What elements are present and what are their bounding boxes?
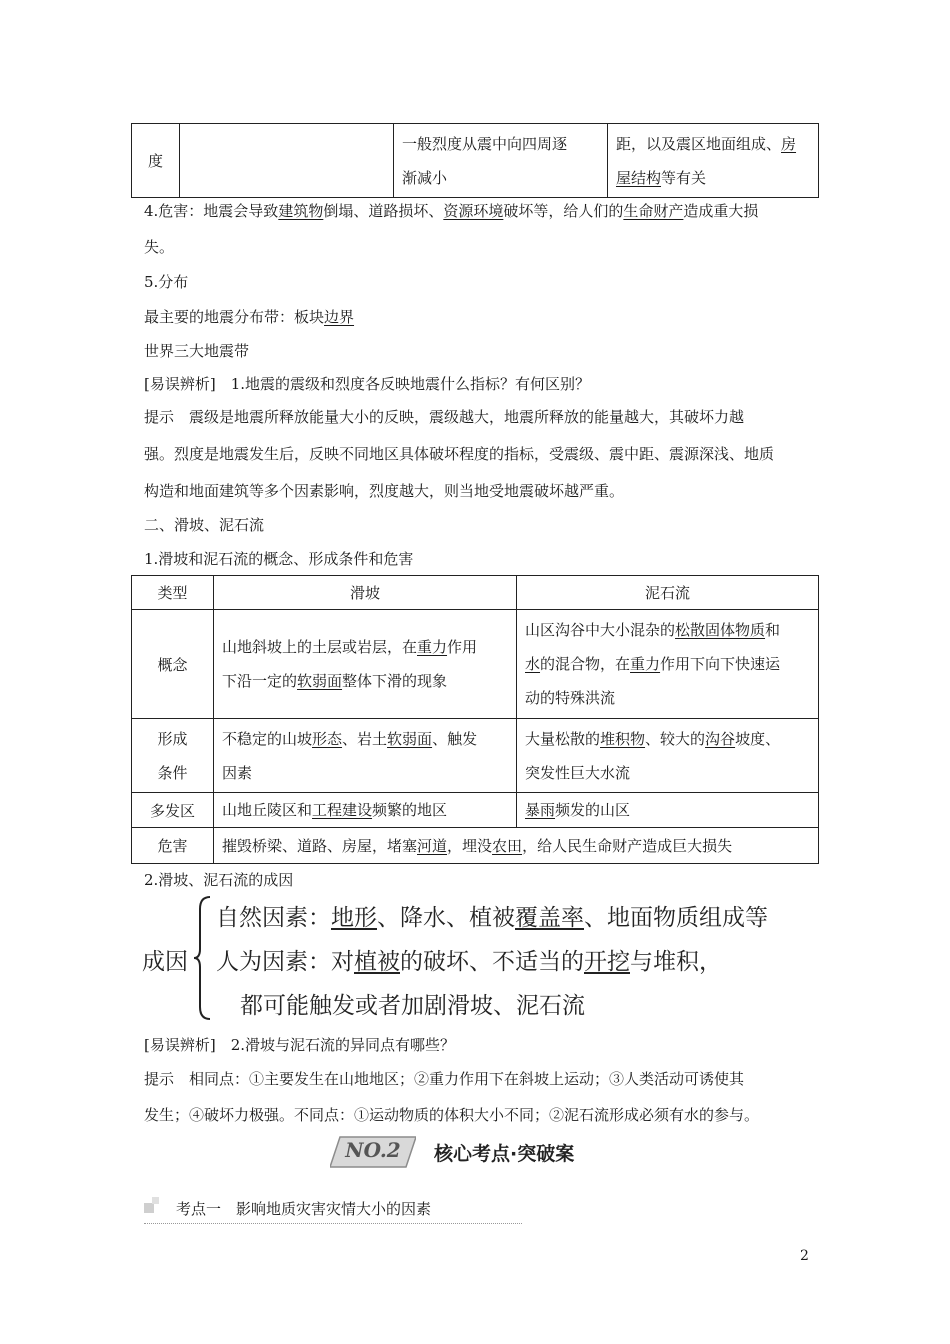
harm-line-2: 失。 bbox=[144, 238, 175, 256]
table-cell-trend: 一般烈度从震中向四周逐 渐减小 bbox=[394, 124, 608, 198]
conditions-landslide: 不稳定的山坡形态、岩土软弱面、触发 因素 bbox=[214, 719, 517, 793]
harm-line-1: 4.危害：地震会导致建筑物倒塌、道路损坏、资源环境破坏等，给人们的生命财产造成重大损 bbox=[144, 202, 759, 220]
distribution-line-2: 世界三大地震带 bbox=[144, 342, 250, 360]
area-landslide: 山地丘陵区和工程建设频繁的地区 bbox=[214, 793, 517, 828]
table-header-debris: 泥石流 bbox=[517, 576, 819, 610]
concept-landslide: 山地斜坡上的土层或岩层，在重力作用 下沿一定的软弱面整体下滑的现象 bbox=[214, 610, 517, 719]
banner-badge-text: NO.2 bbox=[345, 1138, 401, 1162]
causes-label: 成因 bbox=[142, 949, 188, 975]
table-cell-label: 度 bbox=[132, 124, 180, 198]
natural-factors: 自然因素：地形、降水、植被覆盖率、地面物质组成等 bbox=[216, 905, 768, 931]
section2-title: 二、滑坡、泥石流 bbox=[144, 516, 265, 534]
area-debris: 暴雨频发的山区 bbox=[517, 793, 819, 828]
square-icon-small bbox=[152, 1197, 159, 1204]
causes-title: 2.滑坡、泥石流的成因 bbox=[144, 871, 294, 889]
faq2-question: [易误辨析] 2.滑坡与泥石流的异同点有哪些？ bbox=[144, 1036, 456, 1054]
table-header-landslide: 滑坡 bbox=[214, 576, 517, 610]
intensity-table-fragment bbox=[131, 123, 819, 198]
distribution-line-1: 最主要的地震分布带：板块边界 bbox=[144, 308, 355, 326]
human-factors-line-2: 都可能触发或者加剧滑坡、泥石流 bbox=[240, 993, 585, 1019]
row-label-area: 多发区 bbox=[132, 793, 214, 828]
row-label-concept: 概念 bbox=[132, 610, 214, 719]
table-cell-factors: 距，以及震区地面组成、房 屋结构等有关 bbox=[608, 124, 819, 198]
harm-both: 摧毁桥梁、道路、房屋，堵塞河道，埋没农田，给人民生命财产造成巨大损失 bbox=[214, 828, 819, 864]
table-header-type: 类型 bbox=[132, 576, 214, 610]
square-icon bbox=[144, 1203, 154, 1213]
faq1-answer-1: 提示 震级是地震所释放能量大小的反映，震级越大，地震所释放的能量越大，其破坏力越 bbox=[144, 408, 745, 426]
row-label-conditions: 形成 条件 bbox=[132, 719, 214, 793]
section2-subtitle: 1.滑坡和泥石流的概念、形成条件和危害 bbox=[144, 550, 414, 568]
faq1-answer-2: 强。烈度是地震发生后，反映不同地区具体破坏程度的指标，受震级、震中距、震源深浅、地质 bbox=[144, 445, 775, 463]
concept-debris: 山区沟谷中大小混杂的松散固体物质和 水的混合物，在重力作用下向下快速运 动的特殊洪流 bbox=[517, 610, 819, 719]
faq1-answer-3: 构造和地面建筑等多个因素影响，烈度越大，则当地受地震破坏越严重。 bbox=[144, 482, 625, 500]
row-label-harm: 危害 bbox=[132, 828, 214, 864]
distribution-title: 5.分布 bbox=[144, 273, 189, 291]
faq2-answer-2: 发生；④破坏力极强。不同点：①运动物质的体积大小不同；②泥石流形成必须有水的参与。 bbox=[144, 1106, 760, 1124]
table-cell-empty bbox=[180, 124, 394, 198]
faq2-answer-1: 提示 相同点：①主要发生在山地地区；②重力作用下在斜坡上运动；③人类活动可诱使其 bbox=[144, 1070, 745, 1088]
conditions-debris: 大量松散的堆积物、较大的沟谷坡度、 突发性巨大水流 bbox=[517, 719, 819, 793]
landslide-debris-table bbox=[131, 575, 819, 864]
human-factors: 人为因素：对植被的破坏、不适当的开挖与堆积， bbox=[216, 949, 722, 975]
causes-diagram bbox=[142, 893, 842, 1023]
page-number: 2 bbox=[800, 1248, 809, 1264]
brace-icon bbox=[192, 895, 214, 1021]
kaodian-heading: 考点一 影响地质灾害灾情大小的因素 bbox=[144, 1195, 522, 1224]
faq1-question: [易误辨析] 1.地震的震级和烈度各反映地震什么指标？有何区别？ bbox=[144, 375, 591, 393]
banner-title: 核心考点·突破案 bbox=[434, 1143, 575, 1165]
